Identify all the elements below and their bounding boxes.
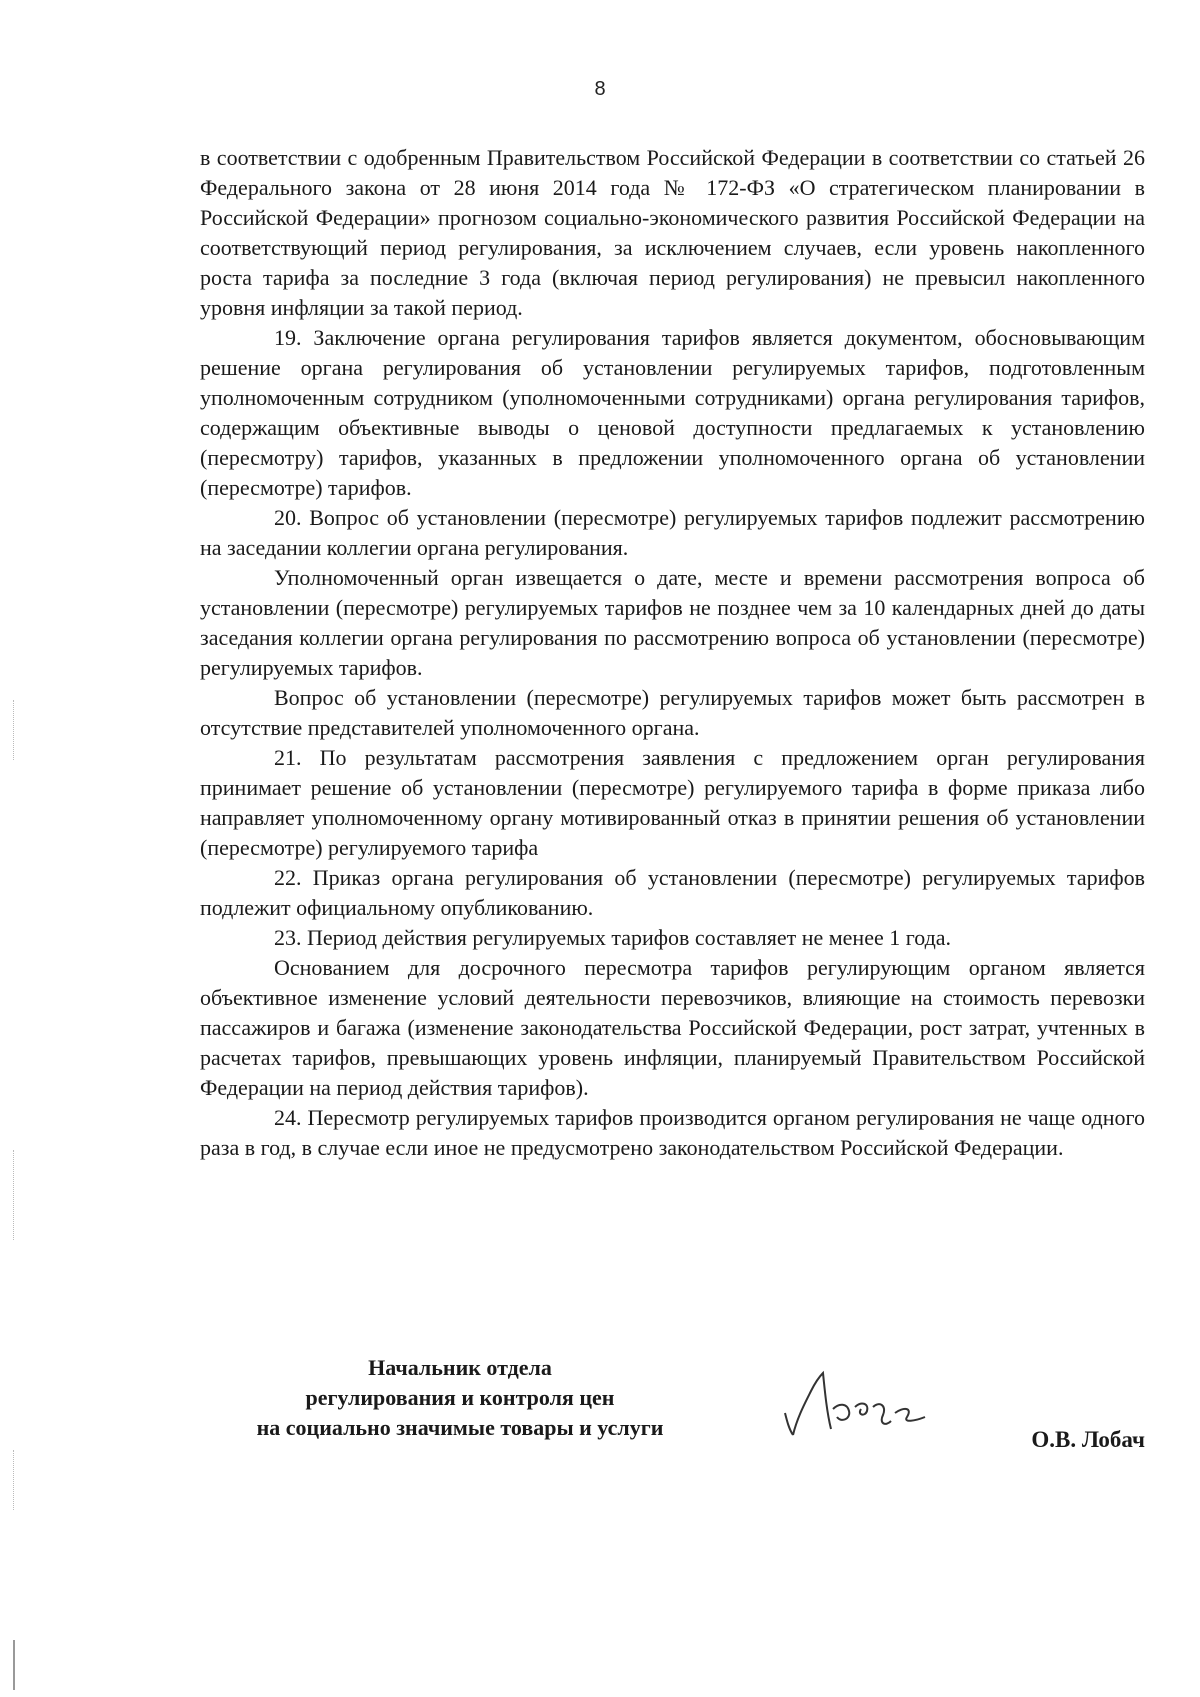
paragraph-item-23: 23. Период действия регулируемых тарифов составляет не менее 1 года. — [274, 925, 952, 950]
paragraph-item-19: 19. Заключение органа регулирования тарифов является документом, обосновывающим решение органа регулирования об установлении регулируемых тарифов, подготовленным уполномоченным сотрудником (уполномоченными сотрудниками) органа регулирования тарифов, содержащим объективные выводы о ценовой доступности предлагаемых к установлению (пересмотру) тарифов, указанных в предложении уполномоченного органа об установлении (пересмотре) тарифов. — [200, 325, 1145, 500]
signatory-title-line: Начальник отдела — [368, 1355, 552, 1380]
scan-margin-mark — [13, 1150, 16, 1240]
signatory-name: О.В. Лобач — [1031, 1427, 1145, 1452]
scan-margin-mark — [13, 700, 16, 760]
paragraph-item-20: 20. Вопрос об установлении (пересмотре) регулируемых тарифов подлежит рассмотрению на заседании коллегии органа регулирования. — [200, 505, 1145, 560]
paragraph-early-revision: Основанием для досрочного пересмотра тарифов регулирующим органом является объективное изменение условий деятельности перевозчиков, влияющие на стоимость перевозки пассажиров и багажа (изменение законодательства Российской Федерации, рост затрат, учтенных в расчетах тарифов, превышающих уровень инфляции, планируемый Правительством Российской Федерации на период действия тарифов). — [200, 955, 1145, 1100]
scan-margin-mark — [13, 1640, 17, 1690]
paragraph-item-22: 22. Приказ органа регулирования об установлении (пересмотре) регулируемых тарифов подлежит официальному опубликованию. — [200, 865, 1145, 920]
paragraph-item-21: 21. По результатам рассмотрения заявления с предложением орган регулирования принимает решение об установлении (пересмотре) регулируемого тарифа в форме приказа либо направляет уполномоченному органу мотивированный отказ в принятии решения об установлении (пересмотре) регулируемого тарифа — [200, 745, 1145, 860]
paragraph-item-24: 24. Пересмотр регулируемых тарифов производится органом регулирования не чаще одного раза в год, в случае если иное не предусмотрено законодательством Российской Федерации. — [200, 1105, 1145, 1160]
page-number: 8 — [594, 78, 606, 100]
scan-margin-mark — [13, 1450, 16, 1510]
signature-block — [200, 1353, 1145, 1463]
signatory-title — [200, 1353, 720, 1443]
handwritten-signature — [775, 1363, 935, 1443]
document-body — [200, 143, 1145, 1163]
paragraph-notification: Уполномоченный орган извещается о дате, месте и времени рассмотрения вопроса об установлении (пересмотре) регулируемых тарифов не позднее чем за 10 календарных дней до даты заседания коллегии органа регулирования по рассмотрению вопроса об установлении (пересмотре) регулируемых тарифов. — [200, 565, 1145, 680]
paragraph-absence: Вопрос об установлении (пересмотре) регулируемых тарифов может быть рассмотрен в отсутствие представителей уполномоченного органа. — [200, 685, 1145, 740]
paragraph-continuation: в соответствии с одобренным Правительством Российской Федерации в соответствии со статьей 26 Федерального закона от 28 июня 2014 года № 172-ФЗ «О стратегическом планировании в Российской Федерации» прогнозом социально-экономического развития Российской Федерации на соответствующий период регулирования, за исключением случаев, если уровень накопленного роста тарифа за последние 3 года (включая период регулирования) не превысил накопленного уровня инфляции за такой период. — [200, 145, 1145, 320]
signatory-title-line: регулирования и контроля цен — [305, 1385, 615, 1410]
signatory-title-line: на социально значимые товары и услуги — [256, 1415, 664, 1440]
